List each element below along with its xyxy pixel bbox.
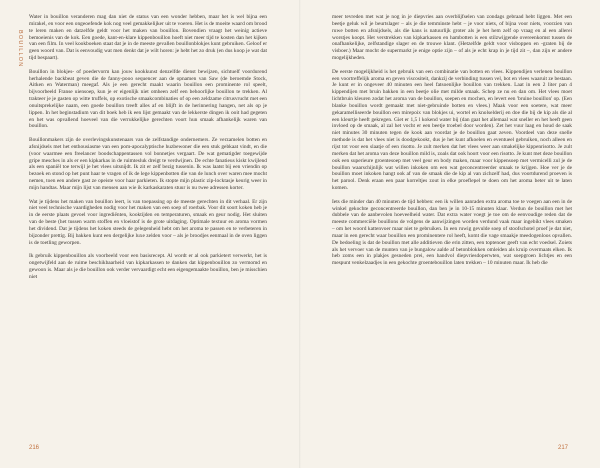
paragraph: Ik gebruik kippenbouillon als voorbeeld voor een basisrecept. Al wordt er al ook parkietert verwerkt, het is ongetwijfeld aan de ruime beschikbaarheid van kipkarkassen te danken dat kippenbouillon zo vermomd en gewoon is. Maar als je die bouillon ook verder vervaardigt echt een eigengemaakte bouillon, ben je misschien niet — [29, 253, 267, 280]
paragraph: Bouillonmakers zijn de overlevingskunstenaars van de zelfstandige ondernemers. Ze verzamelen botten en afsnijdsels met het enthousiasme van een pom-apocalyptische huzbewoner die een stuk gebkaat vindt, en die (voor waarmee een freelancer boodschappentassen vol bonnetjes vergaart. De wat gematigder toegewijde gripe mesches in als er een kipkarkas in de ruimtesluk dreigt te verdwijnen. De echte fanatieus kiskt kwijlend als een spaniël toe terwijl je het vlees uitsnijdt. Ik zit er zelf bezig tussenin. Ik was laatst bij een vriendin op bezoek en stond op het punt haar te vragen of ik de lege kippenbotten die van de lunch over waren mee mocht nemen, toen een andere gast ze opeiste voor haar parkieten. Ik stopte mijn plastic zip-locktasje keurig weer in mijn handtas. Maar mijn lijst van mensen aan wie ik karkaskaraten stuur is nu twee adressen korter. — [29, 137, 267, 191]
paragraph: meer tevreden met wat je nog in je diepvries aan overblijfselen van zondags gebraad hebt liggen. Met een beetje geluk wil je beurtslager – als je die temminste hebt – je voor niets, of bijna voor niets, voorzien van ruwe botten en afsnijdsels, als die kans is natuurlijk groter als je het hem zelf op vraag en al een allerei worstjes koopt. Het verstrekken van kipkarkassen en hambotten is een stilzwijgende overeenkomst tussen de onafhankelijke, zelfstandige slager en de trouwe klant. (Hetzelfde geldt voor visboppen en -graten bij de visboer.) Maar mocht de supermarkt je enige optie zijn – of als je echt krap in je tijd zit –, dan zijn er andere mogelijkheden. — [332, 14, 572, 62]
paragraph: Water in bouillon veranderen mag dan niet de status van een wonder hebben, maar het is wel bijna een mirakel, en voor een ongeoefende kok nog veel gemakkelijker uit te voeren. Het is de moeite waard om brood te leren maken en datzelfde geldt voor het maken van bouillon. Bovendien vraagt het weinig actieve bemoeienis van de kok. Een goede, kant-en-klare kippenbouillon hoeft niet meer tijd te kosten dan het kijken van een film. In veel kookboeken staat dat je in de meeste gevallen bouillonblokjes kunt gebruiken. Geloof er geen woord van. Dat is eenvoudig wat men denkt dat je wilt horen: je hebt het zo druk (en dus koop je wat dat tijd bespaart). — [29, 14, 267, 62]
paragraph: Iets die minder dan 40 minuten de tijd hebben: een ik willen aanraden extra aroma toe te voegen aan een in de winkel gekochte geconcentreerde bouillon, dan ben je in 10-15 minuten klaar. Verdun de bouillon met het dubbele van de aanbevolen hoeveelheid water. Dat extra water voegt je toe om de eenvoudige reden dat de meeste commerciële bouillons de volgens de aanwijzingen worden verdund vaak maar ingebikt vlees smaken – om het woord kattenvoer maar niet te gebruiken. In een ruwig gevulde soep of stoofschotel proef je dat niet, maar in een gerecht waar bouillon een prominentere rol heeft, komt die vage smaakje meedogenloos opvallen. De bedoeling is dat de bouillon met alle additieven die erin zitten, een toptenoer geeft van echt voedsel. Zoiets als het vervoer van de munten van je bungalow aalde af betonblokken omleiden als kruip overmaats elken. Ik heb zoms een in plakjes gesneden prei, een handvol diepvriesdoperwten, wat soepgroen lichtjes en een mespunt venkelzaadjes in een gekochte groentebouillon laten trekken – 10 minuten maar. Ik heb die — [332, 198, 572, 267]
paragraph: De eerste mogelijkheid is het gebruik van een combinatie van botten en vlees. Kippendijen verlenen bouillon een voortreffelijk aroma en geven viscositeit, dankzij de verbinding tussen vel, bot en vlees waaruit ze bestaan. Je kunt er in ongeveer 40 minuten een heel fatsoenlijke bouillon van trekken. Laat in een 2 liter pan 4 kippendijen met bruin bakken in een beetje olie met milde smaak. Schep ze nu en dan om. Het vlees moet lichtbruin kleuren zodat het aroma van de bouillon, soepen en mochen, en levert een 'bruine bouillon' op. (Een blanke bouillon wordt gemaakt met niet-gebruinde botten en vlees.) Maak voor een soetere, wat meer gekaramelliseerde bouillon een mirepoix van blokjes ui, wortel en knolselderij en doe die bij de kip als die al een kleurtje heeft gekregen. Giet er 1,5 l kokend water bij (dan gaat het allemaal wat sneller en het heeft geen invloed op de smaak, al zal het vocht er een beetje troebel door worden). Zet het vuur laag en houd de saak niet minutes 30 minuten tegen de kook aan voordat je de bouillon gaat zeven. Voordeel van deze snelle methode is dat het vlees niet is doodgekookt, dus je het kunt afkoelen en eventueel gebruiken, noch alleen en rijst tot voor een slaatje of een risotto. Je zult merken dat het vlees weer aan smakelijke kippenrisotto. Je zult merken dat het aroma van deze bouillon mild is, zoals dat ook hoort voor een risotto. Je kunt met deze bouillon ook een superieure groentesoep met veel geur en body maken, maar voor kippensoep met vermicelli zul je de bouillon waarschijnlijk wat willen inkoken om een wat geconcentreerder smaak te krijgen. Hoe ver je de bouillon moet inkoken hangt ook af van de smaak die de kip al van zichzelf had, dus voortdurend proeven is het parool. Denk eraan een paar korreltjes zout in elke proeflepel te doen om het aroma beter uit te laten komen. — [332, 68, 572, 192]
right-text-column — [332, 14, 572, 274]
running-head: BOUILLON — [17, 30, 23, 68]
paragraph: Bouillon in blokjes- of poedervorm kan jouw kookkunst denzelfde dienst bewijzen, sichtuelf voordurend herhalende backbeat geven die de fanny-pooo sequencer aan de opnamen van Saw (de beroemde Stock, Aitken en Waterman) meegaf. Als je een gerecht maakt waarin bouillon een prominente rol speelt, bijvoorbeeld Franse uiensoep, kun je er eigenlijk niet omheen zelf een behoorlijke bouillon te trekken. Al trakteer je je gasten op witte truffels, op exotische smaakcombinaties of op een zeldzame citrusvrucht met een onuitsprekelijke naam, een goede bouillon treeft alles af en blijft in de herinnering hangen, net als op je lippen. In het beginstadium van dit boek heb ik een lijst gemaakt van de lekkerste dingen ik ooit had gegeten en het was opvallend hoeveel van die verrukkelijke gerechten voort hun smaak afhankelijk waren van bouillon. — [29, 68, 267, 130]
right-page — [300, 0, 600, 468]
page-number-right: 217 — [558, 445, 569, 451]
paragraph: Wat je tijdens het maken van bouillon leert, is van toepassing op de meeste gerechten in dit verhaal. Er zijn niet veel technische vaardigheden nodig voor het maken van een soep of roerbak. Voor dit soort koken heb je in de eerste plaats gevoel voor ingrediënten, kooktijden en temperaturen, smaak en geur nodig. Het sluiten van de beste (het tussen warm stoffen en vloeistof is de grote uitdaging. Optimale textuur en aroma vormen het dividend. Dat je tijdens het koken steeds de gelegenheid hebt om het aroma te passen en te verbeteren in bijzonder prettig. Bij bakken kunt een dergelijke luxe zelden voor – als je broodjes eenmaal in de oven liggen is de toetling geworpen. — [29, 198, 267, 246]
page-number-left: 216 — [29, 445, 40, 451]
left-text-column — [29, 14, 267, 288]
